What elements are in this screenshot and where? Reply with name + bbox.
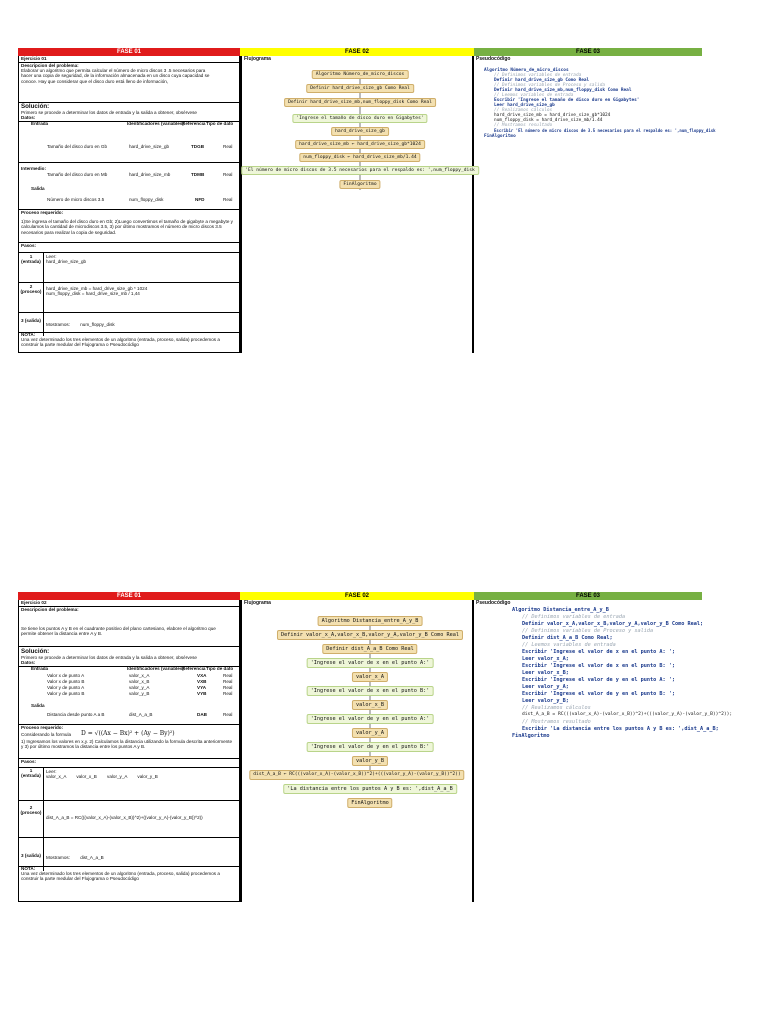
out-row-type: Real	[223, 197, 233, 202]
step-1-number: 1 (entrada)	[21, 768, 41, 779]
datos-label: Datos:	[21, 115, 36, 120]
flow-end: FinAlgoritmo	[339, 180, 380, 189]
solution-label: Solución:	[21, 648, 50, 655]
pseudo-line: Escribir 'El número de micro discos de 3.5 necesarios para el respaldo es: ',num_floppy_disk	[494, 128, 716, 133]
in-row-desc: Valor x de punto B	[47, 679, 85, 684]
step-2-text: dist_A_a_B = RC(((valor_x_A)-(valor_x_B))^2)+((valor_y_A)-(valor_y_B))^2))	[46, 815, 203, 820]
in-row-type: Real	[223, 691, 233, 696]
flow-end: FinAlgoritmo	[347, 798, 392, 808]
out-row-ref: DAB	[197, 712, 207, 717]
description-label: Descripcion del problema:	[21, 63, 79, 68]
process-text: 1)Se ingresa el tamaño del disco duro en Gb; 2)Luego convertimos el tamaño de gigabyte a megabyte y calculamos la cantidad de microdiscos 3.5, 3) por último mostramos el número de micro discos 3.5 necesarios para realizar la copia de seguridad.	[21, 219, 233, 235]
pseudo-line: Leer hard_drive_size_gb	[494, 103, 555, 108]
flow-read: valor_y_A	[352, 728, 388, 738]
pseudo-line: // Mostramos resultado	[522, 719, 591, 725]
pseudo-line: num_floppy_disk = hard_drive_size_mb/1.44	[494, 118, 603, 123]
flow-output-prompt: 'Ingrese el valor de x en el punto A:'	[307, 658, 434, 668]
note-text: Una vez determinado los tres elementos de un algoritmo (entrada, proceso, salida) procedemos a construir la parte medular del Flujograma o Pseudocódigo	[21, 871, 220, 882]
in-row-type: Real	[223, 144, 233, 149]
datos-label: Datos:	[21, 660, 36, 665]
th-tipo: Tipo de dato	[206, 666, 234, 671]
flowchart-column	[240, 600, 474, 902]
solution-label: Solución:	[21, 103, 50, 110]
note-label: NOTA:	[21, 332, 36, 337]
step-2-number: 2 (proceso)	[20, 805, 42, 816]
pseudocode-column	[474, 600, 733, 902]
step-1-number: 1 (entrada)	[21, 254, 41, 265]
pseudo-line: Leer valor_x_B;	[522, 670, 569, 676]
flow-read: valor_y_B	[352, 756, 388, 766]
pseudocode-label: Pseudocódigo	[476, 600, 511, 606]
description-label: Descripcion del problema:	[21, 607, 79, 612]
steps-label: Pasos:	[21, 759, 37, 764]
phase-03-header: FASE 03	[474, 592, 702, 600]
th-entrada: Entrada	[31, 121, 49, 126]
out-row-id: dist_A_a_B	[129, 712, 153, 717]
pseudo-line: Algoritmo Distancia_entre_A_y_B	[512, 607, 609, 613]
pseudocode-label: Pseudocódigo	[476, 56, 511, 62]
in-row-desc: Valor x de punto A	[47, 673, 85, 678]
in-row-desc: Valor y de punto A	[47, 685, 85, 690]
step-3-text: Mostramos: dist_A_a_B	[46, 855, 104, 860]
th-referencia: Referencia	[182, 121, 206, 126]
step-1-text: Leer: valor_x_A valor_x_B valor_y_A valor_y_B	[46, 769, 158, 780]
mid-row-desc: Tamaño del disco duro en Mb	[47, 172, 108, 177]
flow-output-result: 'La distancia entre los puntos A y B es: ',dist_A_a_B	[283, 784, 457, 794]
analysis-column	[18, 56, 240, 353]
pseudo-line: // Mostramos resultado	[494, 123, 553, 128]
out-row-ref: NFD	[195, 197, 205, 202]
step-3-number: 3 (salida)	[21, 318, 41, 323]
phase-01-header: FASE 01	[18, 48, 240, 56]
pseudo-line: Leer valor_x_A;	[522, 656, 569, 662]
flow-define-1: Definir hard_drive_size_gb Como Real	[306, 84, 414, 93]
mid-row-type: Real	[223, 172, 233, 177]
pseudo-line: // Definimos variables de entrada	[522, 614, 626, 620]
process-label: Proceso requerido:	[21, 210, 64, 215]
flow-output-prompt: 'Ingrese el valor de y en el punto B:'	[307, 742, 434, 752]
pseudo-line: // Definimos variables de entrada	[494, 73, 582, 78]
mid-row-id: hard_drive_size_mb	[129, 172, 171, 177]
pseudo-line: // Definimos variables de Proceso y salida	[522, 628, 654, 634]
step-2-text: hard_drive_size_mb = hard_drive_size_gb * 1024 num_floppy_disk = hard_drive_size_mb / 1,44	[46, 286, 148, 297]
in-row-type: Real	[223, 685, 233, 690]
pseudo-line: // Definimos variables de Proceso y salida	[494, 83, 606, 88]
flow-read: valor_x_A	[352, 672, 388, 682]
flowchart-label: Flujograma	[244, 56, 271, 62]
phase-03-header: FASE 03	[474, 48, 702, 56]
pseudo-line: Escribir 'Ingrese el valor de y en el punto B: ';	[522, 691, 676, 697]
phase-02-header: FASE 02	[240, 48, 474, 56]
description-text: Se tiene los puntos A y B en el cuadrante positivo del plano cartesiano, elabore el algoritmo que permite obtener la distancia entre A y B.	[21, 626, 216, 637]
analysis-column	[18, 600, 240, 902]
phase-02-header: FASE 02	[240, 592, 474, 600]
flow-define-2: Definir hard_drive_size_mb,num_floppy_disk Como Real	[284, 98, 436, 107]
flow-process: dist_A_a_B ← RC(((valor_x_A)-(valor_x_B))^2)+(((valor_y_A)-(valor_y_B))^2))	[249, 770, 464, 780]
in-row-ref: VXB	[197, 679, 207, 684]
out-row-desc: Número de micro discos 3.5	[47, 197, 105, 202]
flow-process-1: hard_drive_size_mb ← hard_drive_size_gb*1024	[295, 140, 425, 149]
pseudo-line: // Realizamos cálculos	[522, 705, 591, 711]
in-row-ref: TDGB	[191, 144, 205, 149]
in-row-desc: Tamaño del disco duro en Gb	[47, 144, 108, 149]
note-text: Una vez determinado los tres elementos de un algoritmo (entrada, proceso, salida) procedemos a construir la parte medular del Flujograma o Pseudocódigo	[21, 337, 220, 348]
exercise-title: Ejercicio 02	[21, 600, 47, 605]
out-label: Salida	[31, 703, 45, 708]
flow-start: Algoritmo Número_de_micro_discos	[312, 70, 409, 79]
mid-label: Intermedio:	[21, 166, 47, 171]
mid-row-ref: TDMB	[191, 172, 205, 177]
in-row-id: hard_drive_size_gb	[129, 144, 170, 149]
pseudo-line: dist_A_a_B = RC(((valor_x_A)-(valor_x_B))^2)+(((valor_y_A)-(valor_y_B))^2));	[522, 712, 733, 717]
in-row-type: Real	[223, 679, 233, 684]
formula-prefix: Considerando la formula	[21, 732, 72, 737]
phase-01-header: FASE 01	[18, 592, 240, 600]
pseudo-line: Escribir 'Ingrese el valor de x en el punto A: ';	[522, 649, 676, 655]
pseudo-line: // Leemos variables de entrada	[494, 93, 574, 98]
solution-text: Primero se procede a determinar los datos de entrada y la salida a obtener, obsérvese	[21, 110, 197, 115]
exercise-02-sheet	[18, 592, 733, 904]
process-text: 1) Ingresamos los valores en x,y. 2) Calculamos la distancia utilizando la formula descrita anteriormente y 3) por último mostramos la distancia entre los puntos A y B.	[21, 739, 233, 750]
in-row-id: valor_y_A	[129, 685, 150, 690]
solution-text: Primero se procede a determinar los datos de entrada y la salida a obtener, obsérvese	[21, 655, 197, 660]
flow-output-prompt: 'Ingrese el valor de y en el punto A:'	[307, 714, 434, 724]
flow-start: Algoritmo Distancia_entre_A_y_B	[318, 616, 423, 626]
in-row-id: valor_x_B	[129, 679, 150, 684]
out-row-type: Real	[223, 712, 233, 717]
th-referencia: Referencia	[182, 666, 206, 671]
pseudocode-column	[474, 56, 716, 353]
flow-define-1: Definir valor_x_A,valor_x_B,valor_y_A,valor_y_B Como Real	[277, 630, 463, 640]
note-label: NOTA:	[21, 866, 36, 871]
exercise-title: Ejercicio 01	[21, 56, 47, 61]
flow-read: hard_drive_size_gb	[331, 127, 389, 136]
out-label: Salida	[31, 186, 45, 191]
flow-output-prompt: 'Ingrese el tamaño de disco duro en Gigabytes'	[292, 114, 427, 123]
pseudo-line: Escribir 'La distancia entre los puntos A y B es: ',dist_A_a_B;	[522, 726, 719, 732]
distance-formula: D = √((Ax − Bx)² + (Ay − By)²)	[81, 730, 175, 737]
th-entrada: Entrada	[31, 666, 49, 671]
pseudo-line: Leer valor_y_A;	[522, 684, 569, 690]
pseudo-line: Leer valor_y_B;	[522, 698, 569, 704]
th-tipo: Tipo de dato	[206, 121, 234, 126]
pseudo-line: Definir valor_x_A,valor_x_B,valor_y_A,valor_y_B Como Real;	[522, 621, 704, 627]
pseudo-line: Algoritmo Número_de_micro_discos	[484, 68, 569, 73]
flowchart-column	[240, 56, 474, 353]
flow-define-2: Definir dist_A_a_B Como Real	[322, 644, 417, 654]
pseudo-line: Escribir 'Ingrese el tamaño de disco duro en Gigabytes'	[494, 98, 640, 103]
in-row-ref: VYB	[197, 691, 207, 696]
flow-process-2: num_floppy_disk ← hard_drive_size_mb/1.44	[299, 153, 420, 162]
step-1-text: Leer: hard_drive_size_gb	[46, 254, 87, 265]
steps-label: Pasos:	[21, 243, 37, 248]
th-identificadores: Identificadores (variables)	[127, 121, 184, 126]
pseudo-line: FinAlgoritmo	[512, 733, 550, 739]
pseudo-line: Definir hard_drive_size_mb,num_floppy_disk Como Real	[494, 88, 632, 93]
flowchart-label: Flujograma	[244, 600, 271, 606]
in-row-id: valor_y_B	[129, 691, 150, 696]
exercise-01-sheet	[18, 48, 716, 353]
out-row-desc: Distancia desde punto A a B	[47, 712, 105, 717]
pseudo-line: // Leemos variables de entrada	[522, 642, 616, 648]
flow-output-prompt: 'Ingrese el valor de x en el punto B:'	[307, 686, 434, 696]
step-2-number: 2 (proceso)	[20, 284, 42, 295]
step-3-text: Mostramos: num_floppy_disk	[46, 322, 115, 327]
pseudo-line: Definir hard_drive_size_gb Como Real	[494, 78, 590, 83]
in-row-id: valor_x_A	[129, 673, 150, 678]
pseudo-line: Escribir 'Ingrese el valor de x en el punto B: ';	[522, 663, 676, 669]
pseudo-line: // Realizamos cálculos	[494, 108, 553, 113]
pseudo-line: FinAlgoritmo	[484, 134, 516, 139]
th-identificadores: Identificadores (variables)	[127, 666, 184, 671]
pseudo-line: Definir dist_A_a_B Como Real;	[522, 635, 613, 641]
out-row-id: num_floppy_disk	[129, 197, 164, 202]
in-row-type: Real	[223, 673, 233, 678]
in-row-ref: VYA	[197, 685, 207, 690]
pseudo-line: hard_drive_size_mb = hard_drive_size_gb*1024	[494, 113, 611, 118]
in-row-ref: VXA	[197, 673, 207, 678]
in-row-desc: Valor y de punto B	[47, 691, 85, 696]
flow-output-result: 'El número de micro discos de 3.5 necesarios para el respaldo es: ',num_floppy_disk	[241, 166, 479, 175]
flow-read: valor_x_B	[352, 700, 388, 710]
description-text: Elaborar un algoritmo que permita calcular el número de micro discos 3 .5 necesarios para hacer una copia de seguridad, de la información almacenada en un disco cuya capacidad se conoce. Hay que considerar que el disco duro está lleno de información,	[21, 68, 210, 84]
process-label: Proceso requerido:	[21, 725, 64, 730]
pseudo-line: Escribir 'Ingrese el valor de y en el punto A: ';	[522, 677, 676, 683]
step-3-number: 3 (salida)	[21, 853, 41, 858]
